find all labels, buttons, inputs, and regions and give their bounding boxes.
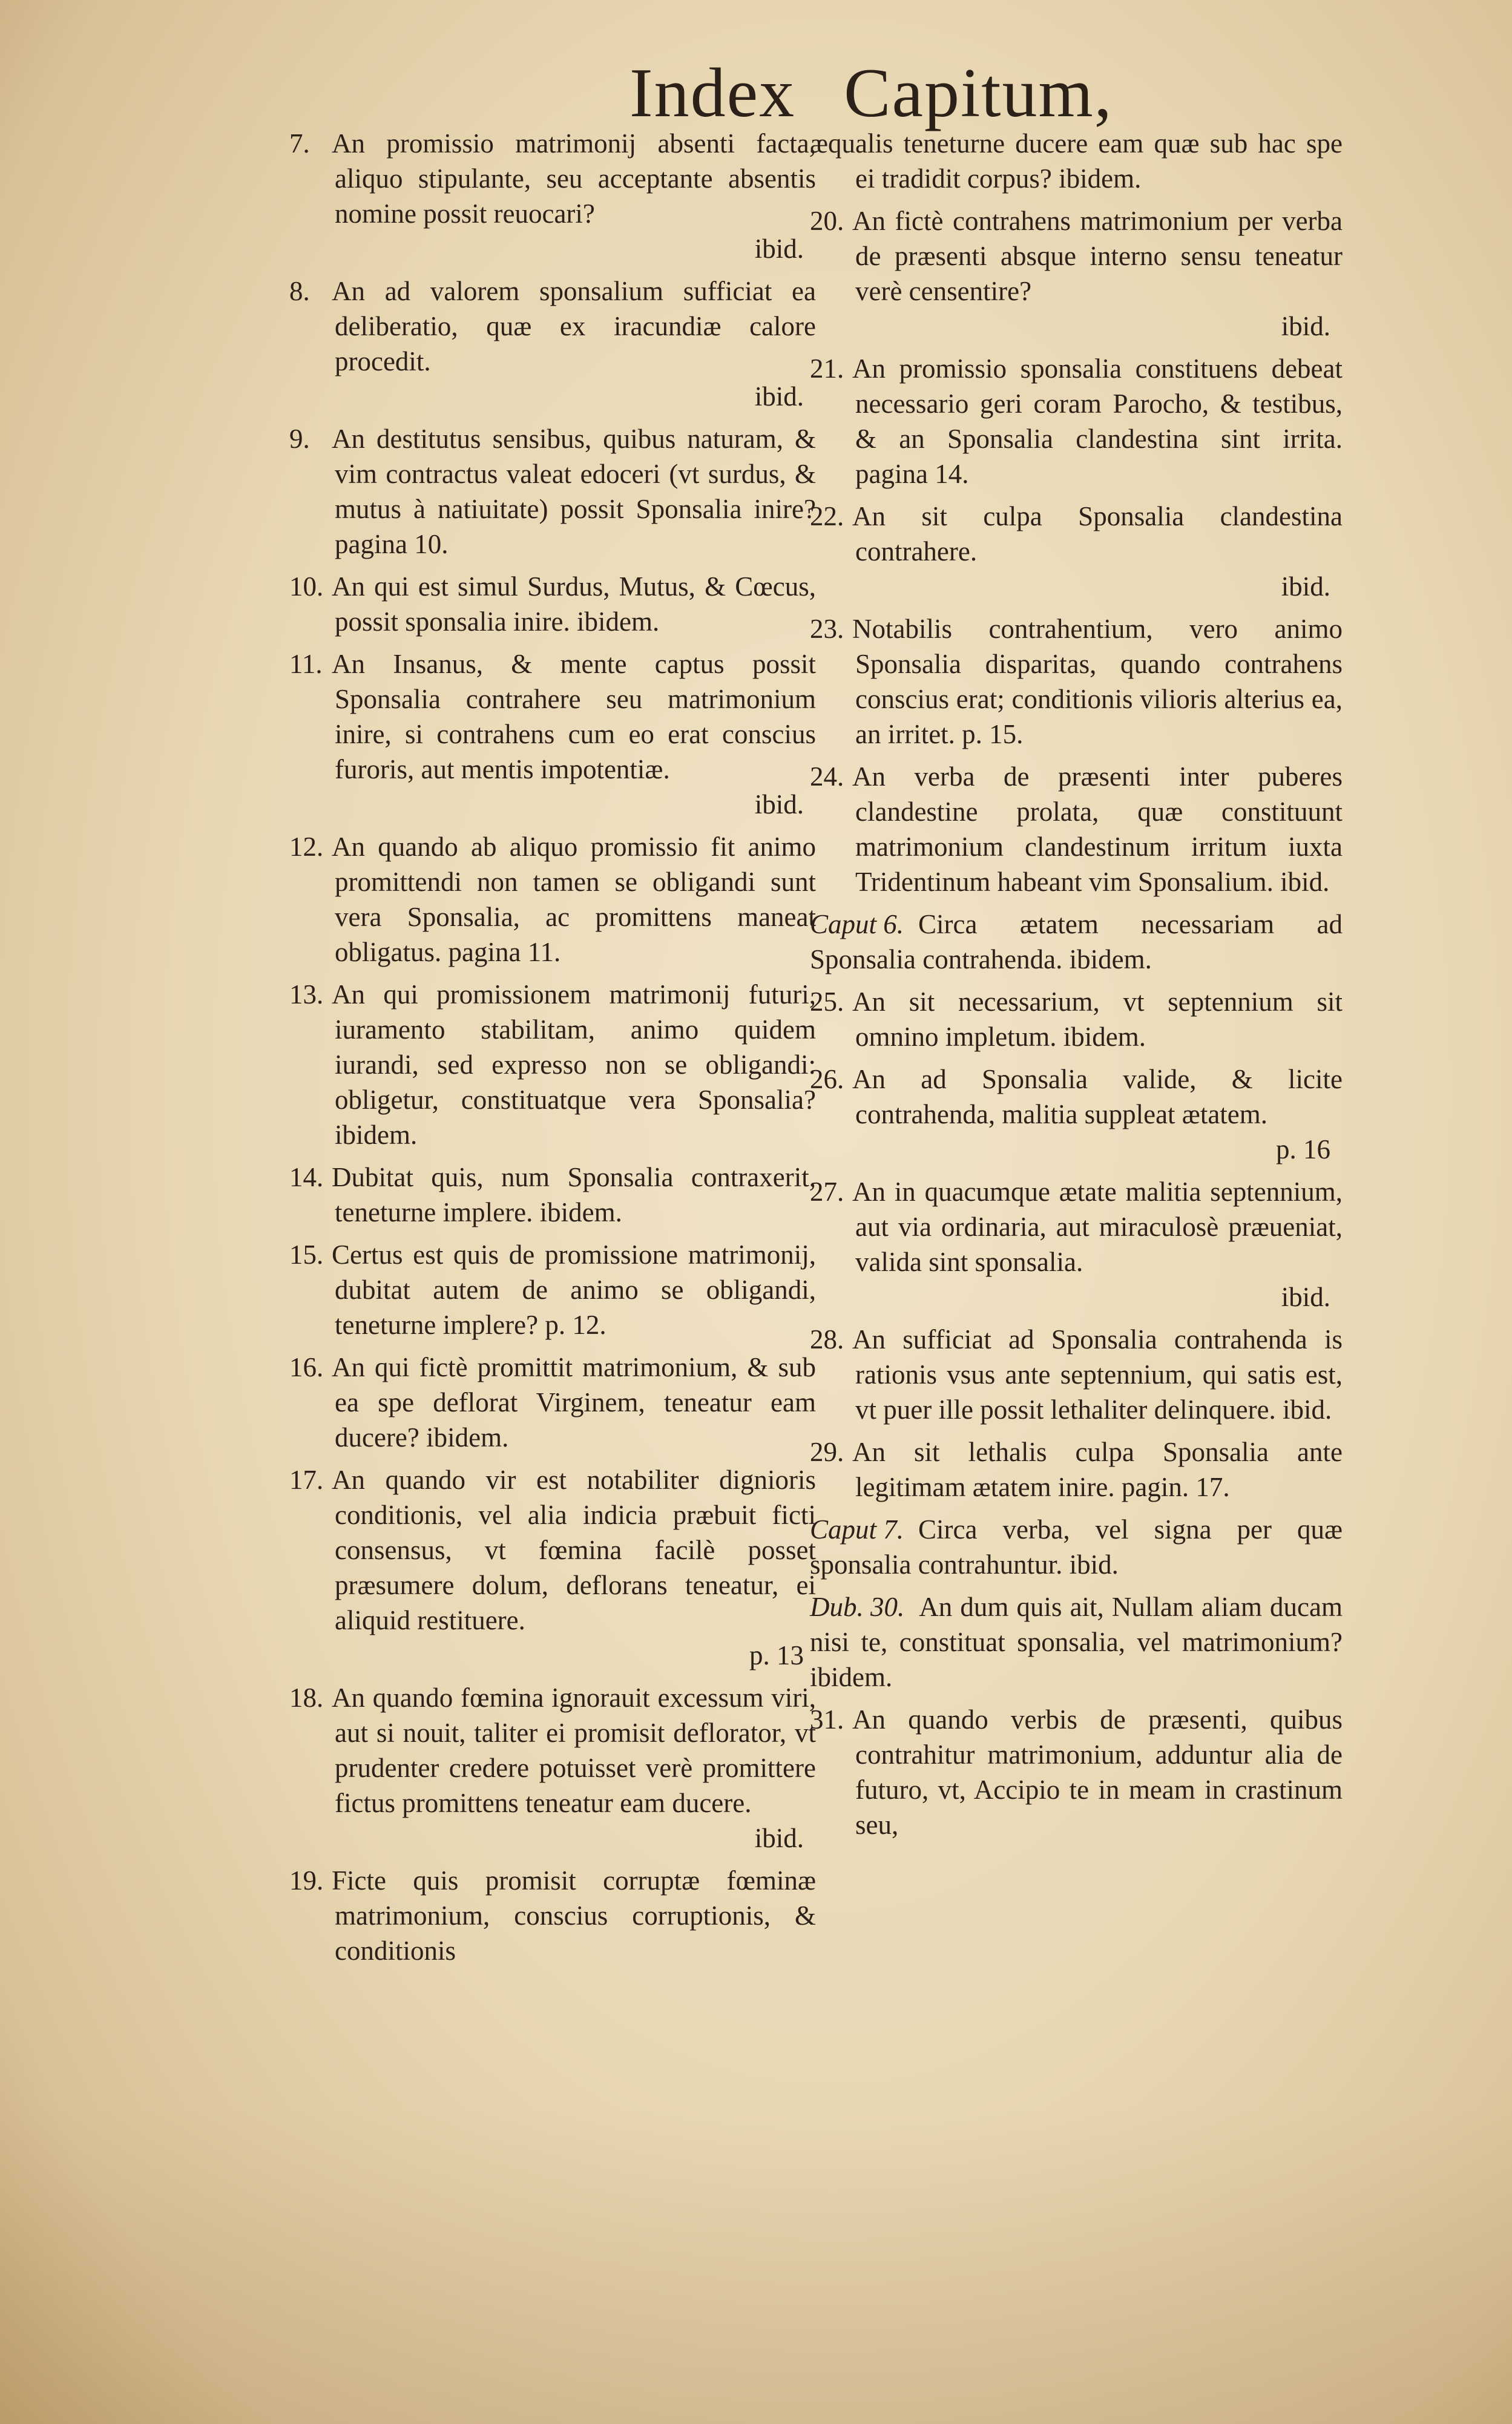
entry-page-ref: p. 13 [749, 1640, 804, 1670]
entry-text: An quando ab aliquo promissio fit animo promittendi non tamen se obligandi sunt vera Sponsalia, ac promittens maneat obligatus. pagina 11. [332, 832, 816, 967]
left-column [289, 126, 816, 1976]
entry-number: 31. [810, 1704, 844, 1735]
entry-number: 9. [289, 424, 310, 454]
entry-number: 27. [810, 1177, 844, 1207]
index-entry [810, 203, 1343, 344]
index-entry [810, 1702, 1343, 1842]
entry-number: 15. [289, 1240, 324, 1270]
index-entry [810, 1322, 1343, 1427]
index-entry [289, 829, 816, 970]
entry-text: An verba de præsenti inter puberes clandestine prolata, quæ constituunt matrimonium clandestinum irritum iuxta Tridentinum habeant vim Sponsalium. ibid. [852, 761, 1343, 897]
index-entry [289, 1680, 816, 1856]
index-entry [810, 1512, 1343, 1582]
entry-text: An ad valorem sponsalium sufficiat ea deliberatio, quæ ex iracundiæ calore procedit. [332, 276, 816, 376]
entry-number: 13. [289, 979, 324, 1010]
entry-number: Caput 6. [810, 909, 904, 939]
entry-text: An fictè contrahens matrimonium per verba de præsenti absque interno sensu teneatur verè censentire? [852, 206, 1343, 306]
entry-number: 26. [810, 1064, 844, 1094]
entry-number: 21. [810, 353, 844, 384]
entry-text: An sit necessarium, vt septennium sit omnino impletum. ibidem. [852, 987, 1343, 1052]
entry-text: An sufficiat ad Sponsalia contrahenda is rationis vsus ante septennium, qui satis est, vt puer ille possit lethaliter delinquere. ibid. [852, 1324, 1343, 1425]
entry-text: An qui fictè promittit matrimonium, & sub ea spe deflorat Virginem, teneatur eam ducere? ibidem. [332, 1352, 816, 1453]
index-entry [810, 1589, 1343, 1695]
entry-number: 7. [289, 128, 310, 159]
entry-number: 22. [810, 501, 844, 531]
entry-number: Caput 7. [810, 1514, 904, 1545]
entry-text: Circa ætatem necessariam ad Sponsalia contrahenda. ibidem. [810, 909, 1343, 974]
header-word-capitum: Capitum, [844, 54, 1113, 132]
entry-number: 12. [289, 832, 324, 862]
entry-number: 28. [810, 1324, 844, 1355]
entry-number: 18. [289, 1683, 324, 1713]
entry-text: æqualis teneturne ducere eam quæ sub hac spe ei tradidit corpus? ibidem. [810, 128, 1343, 194]
entry-text: An qui est simul Surdus, Mutus, & Cœcus, possit sponsalia inire. ibidem. [332, 571, 816, 637]
index-entry [810, 984, 1343, 1054]
entry-text: An promissio matrimonij absenti facta, aliquo stipulante, seu acceptante absentis nomine possit reuocari? [332, 128, 816, 229]
index-entry [810, 1062, 1343, 1167]
index-entry [289, 569, 816, 639]
entry-page-ref: ibid. [754, 789, 804, 819]
entry-number: 10. [289, 571, 324, 602]
entry-text: An sit lethalis culpa Sponsalia ante legitimam ætatem inire. pagin. 17. [852, 1437, 1343, 1502]
entry-number: 25. [810, 987, 844, 1017]
index-entry [810, 126, 1343, 196]
index-entry [810, 1434, 1343, 1505]
entry-number: 14. [289, 1162, 324, 1192]
entry-text: Dubitat quis, num Sponsalia contraxerit, teneturne implere. ibidem. [332, 1162, 816, 1227]
index-entry [289, 1462, 816, 1673]
index-entry [810, 499, 1343, 604]
entry-page-ref: p. 16 [1276, 1134, 1330, 1164]
entry-text: An quando vir est notabiliter dignioris conditionis, vel alia indicia præbuit ficti consensus, vt fœmina facilè posset præsumere dolum, deflorans teneatur, ei aliquid restituere. [332, 1465, 816, 1635]
entry-text: An in quacumque ætate malitia septennium, aut via ordinaria, aut miraculosè præueniat, valida sint sponsalia. [852, 1177, 1343, 1277]
entry-text: Ficte quis promisit corruptæ fœminæ matrimonium, conscius corruptionis, & conditionis [332, 1865, 816, 1966]
entry-text: An destitutus sensibus, quibus naturam, & vim contractus valeat edoceri (vt surdus, & mutus à natiuitate) possit Sponsalia inire? pagina 10. [332, 424, 816, 559]
entry-number: 20. [810, 206, 844, 236]
entry-page-ref: ibid. [1281, 1282, 1330, 1312]
entry-text: Certus est quis de promissione matrimonij, dubitat autem de animo se obligandi, teneturne implere? p. 12. [332, 1240, 816, 1340]
index-entry [289, 977, 816, 1152]
right-column [810, 126, 1343, 1850]
index-entry [810, 1174, 1343, 1315]
entry-number: 17. [289, 1465, 324, 1495]
index-entry [289, 274, 816, 414]
header-word-index: Index [629, 54, 796, 132]
entry-page-ref: ibid. [1281, 311, 1330, 341]
entry-number: 16. [289, 1352, 324, 1382]
entry-page-ref: ibid. [754, 381, 804, 412]
index-entry [289, 1237, 816, 1342]
entry-text: An ad Sponsalia valide, & licite contrahenda, malitia suppleat ætatem. [852, 1064, 1343, 1129]
entry-number: 29. [810, 1437, 844, 1467]
index-entry [289, 1160, 816, 1230]
entry-text: An dum quis ait, Nullam aliam ducam nisi te, constituat sponsalia, vel matrimonium? ibidem. [810, 1592, 1343, 1692]
index-entry [810, 611, 1343, 752]
entry-number: 23. [810, 614, 844, 644]
entry-number: 24. [810, 761, 844, 792]
entry-text: Circa verba, vel signa per quæ sponsalia contrahuntur. ibid. [810, 1514, 1343, 1580]
index-entry [289, 1350, 816, 1455]
index-entry [289, 646, 816, 822]
entry-text: An Insanus, & mente captus possit Sponsalia contrahere seu matrimonium inire, si contrahens cum eo erat conscius furoris, aut mentis impotentiæ. [332, 649, 816, 784]
entry-text: An quando fœmina ignorauit excessum viri, aut si nouit, taliter ei promisit deflorator, vt prudenter credere potuisset verè promittere fictus promittens teneatur eam ducere. [332, 1683, 816, 1818]
entry-number: 8. [289, 276, 310, 306]
entry-number: 11. [289, 649, 323, 679]
entry-text: An promissio sponsalia constituens debeat necessario geri coram Parocho, & testibus, & an Sponsalia clandestina sint irrita. pagina 14. [852, 353, 1343, 489]
entry-page-ref: ibid. [754, 234, 804, 264]
index-entry [289, 1863, 816, 1968]
entry-number: 19. [289, 1865, 324, 1896]
entry-text: An sit culpa Sponsalia clandestina contrahere. [852, 501, 1343, 567]
index-entry [810, 759, 1343, 899]
index-entry [810, 351, 1343, 491]
index-entry [289, 126, 816, 266]
entry-text: Notabilis contrahentium, vero animo Sponsalia disparitas, quando contrahens conscius erat; conditionis vilioris alterius ea, an irritet. p. 15. [852, 614, 1343, 749]
entry-number: Dub. 30. [810, 1592, 905, 1622]
entry-text: An quando verbis de præsenti, quibus contrahitur matrimonium, adduntur alia de futuro, vt, Accipio te in meam in crastinum seu, [852, 1704, 1343, 1840]
entry-page-ref: ibid. [754, 1823, 804, 1853]
entry-text: An qui promissionem matrimonij futuri, iuramento stabilitam, animo quidem iurandi, sed expresso non se obligandi: obligetur, constituatque vera Sponsalia? ibidem. [332, 979, 816, 1150]
entry-page-ref: ibid. [1281, 571, 1330, 602]
index-entry [810, 907, 1343, 977]
index-entry [289, 421, 816, 562]
running-header [629, 54, 1113, 132]
